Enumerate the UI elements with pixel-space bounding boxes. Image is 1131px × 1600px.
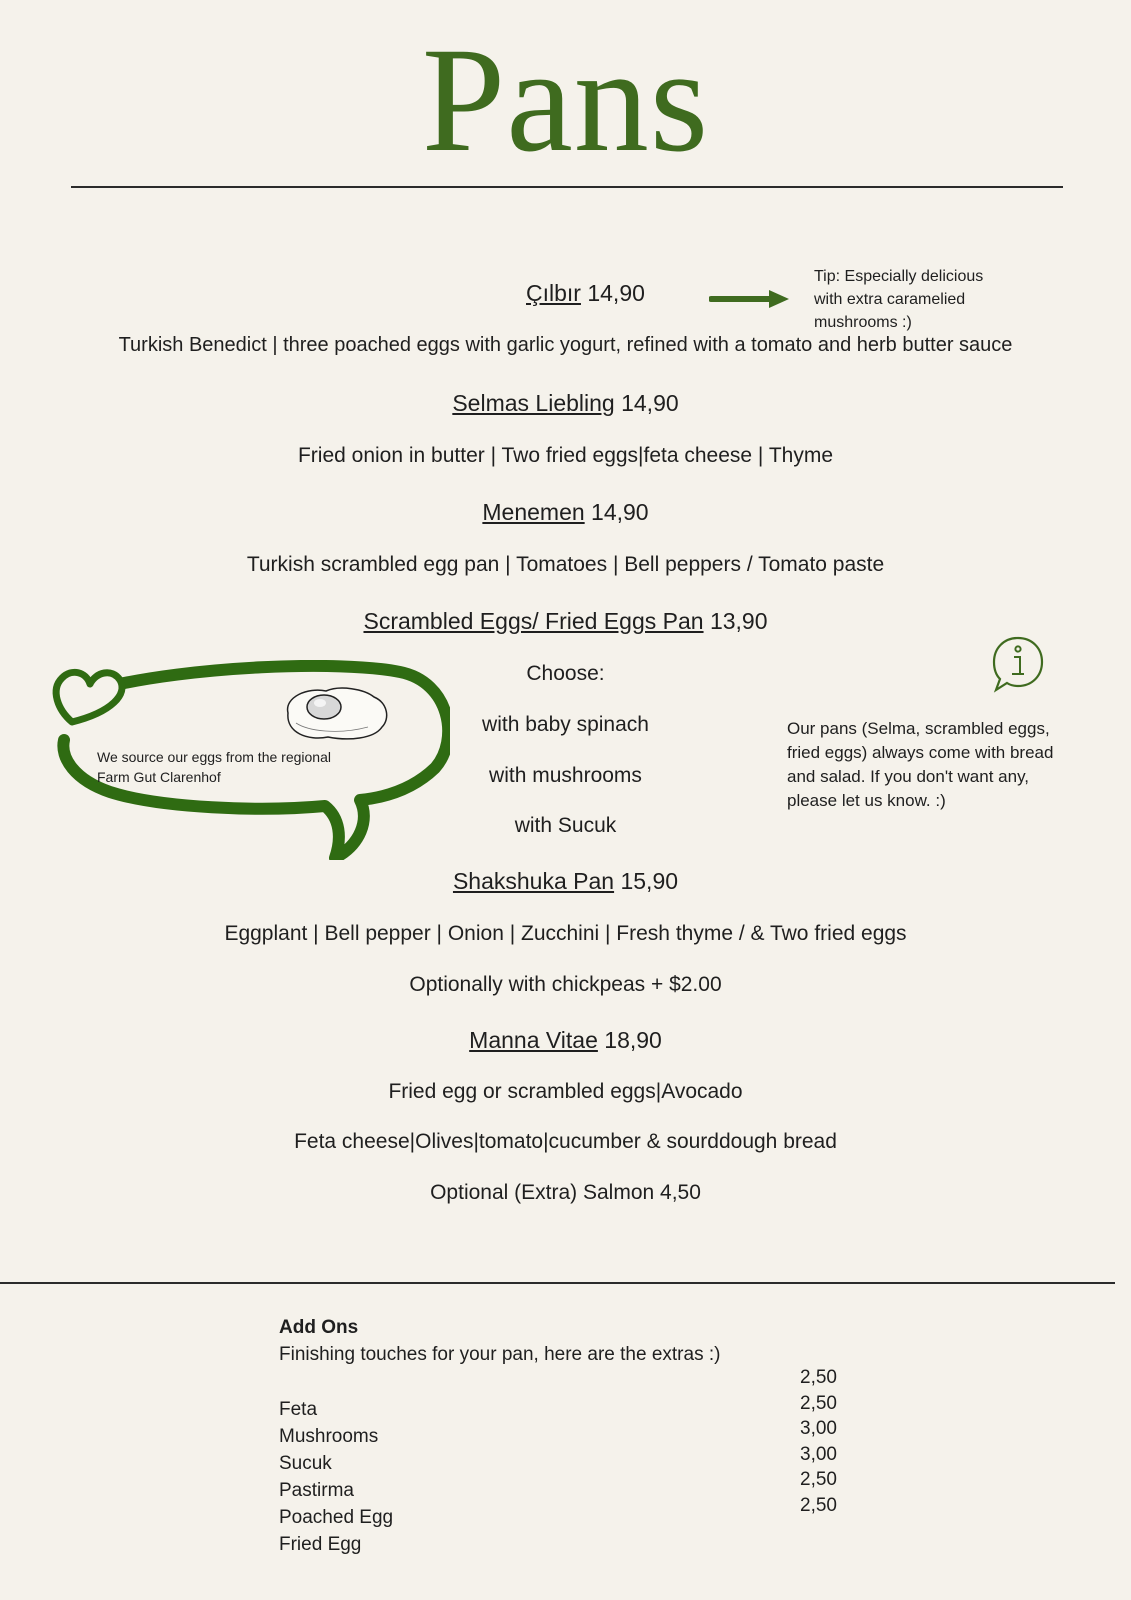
note-line: fried eggs) always come with bread bbox=[787, 743, 1054, 762]
addon-price: 2,50 bbox=[800, 1494, 837, 1516]
eggs-source-note bbox=[97, 747, 331, 787]
dish-description: Fried egg or scrambled eggs|Avocado bbox=[388, 1080, 743, 1103]
option-item: with mushrooms bbox=[489, 764, 642, 787]
dish-description: Eggplant | Bell pepper | Onion | Zucchini | Fresh thyme / & Two fried eggs bbox=[224, 922, 907, 945]
dish-shakshuka-heading bbox=[0, 868, 1131, 895]
dish-price: 14,90 bbox=[621, 390, 679, 416]
addons-heading: Add Ons bbox=[279, 1317, 359, 1338]
addon-item: Feta bbox=[279, 1399, 318, 1420]
addons-subtitle: Finishing touches for your pan, here are the extras :) bbox=[279, 1344, 721, 1365]
dish-description: Feta cheese|Olives|tomato|cucumber & sourddough bread bbox=[294, 1130, 837, 1153]
info-note bbox=[787, 717, 1053, 813]
dish-name: Manna Vitae bbox=[469, 1027, 598, 1053]
addon-price: 2,50 bbox=[800, 1469, 837, 1490]
note-line: and salad. If you don't want any, bbox=[787, 767, 1030, 786]
note-line: Farm Gut Clarenhof bbox=[97, 769, 221, 785]
dish-description: Fried onion in butter | Two fried eggs|feta cheese | Thyme bbox=[297, 444, 834, 467]
dish-optional: Optionally with chickpeas + $2.00 bbox=[409, 973, 722, 996]
title-divider bbox=[71, 186, 1063, 188]
fried-egg-icon bbox=[278, 683, 394, 745]
addon-price: 3,00 bbox=[800, 1418, 837, 1439]
dish-cilbir-heading bbox=[526, 280, 645, 307]
dish-scrambled-heading bbox=[0, 608, 1131, 635]
dish-price: 13,90 bbox=[709, 608, 768, 634]
note-line: We source our eggs from the regional bbox=[97, 749, 331, 765]
dish-description: Turkish Benedict | three poached eggs with garlic yogurt, refined with a tomato and herb butter sauce bbox=[118, 334, 1013, 356]
tip-line: mushrooms :) bbox=[814, 314, 912, 331]
dish-name: Scrambled Eggs/ Fried Eggs Pan bbox=[363, 608, 704, 634]
dish-manna-heading bbox=[0, 1027, 1131, 1054]
dish-price: 15,90 bbox=[620, 868, 679, 894]
addons-list bbox=[279, 1396, 393, 1558]
arrow-right-icon bbox=[709, 288, 791, 310]
option-item: with Sucuk bbox=[514, 814, 617, 837]
addons-prices bbox=[800, 1365, 837, 1518]
addon-item: Pastirma bbox=[279, 1480, 354, 1501]
addon-item: Fried Egg bbox=[279, 1534, 362, 1555]
dish-menemen-heading bbox=[0, 499, 1131, 526]
tip-line: with extra caramelied bbox=[814, 291, 966, 308]
section-divider bbox=[0, 1282, 1115, 1284]
dish-name: Shakshuka Pan bbox=[452, 868, 615, 894]
note-line: Our pans (Selma, scrambled eggs, bbox=[787, 719, 1050, 738]
addon-item: Poached Egg bbox=[279, 1507, 394, 1528]
dish-name: Çılbır bbox=[526, 280, 581, 306]
dish-selma-heading bbox=[0, 390, 1131, 417]
tip-note bbox=[814, 265, 983, 334]
addon-price: 2,50 bbox=[800, 1392, 837, 1414]
dish-optional: Optional (Extra) Salmon 4,50 bbox=[430, 1181, 701, 1204]
note-line: please let us know. :) bbox=[787, 791, 946, 810]
dish-price: 18,90 bbox=[604, 1027, 662, 1053]
tip-line: Tip: Especially delicious bbox=[814, 268, 984, 285]
page-title: Pans bbox=[421, 17, 710, 183]
dish-description: Turkish scrambled egg pan | Tomatoes | Bell peppers / Tomato paste bbox=[246, 553, 885, 576]
addon-price: 2,50 bbox=[800, 1367, 837, 1388]
dish-name: Selmas Liebling bbox=[452, 390, 615, 416]
addon-price: 3,00 bbox=[800, 1443, 837, 1465]
addon-item: Mushrooms bbox=[279, 1426, 379, 1447]
choose-label: Choose: bbox=[526, 662, 605, 685]
dish-name: Menemen bbox=[482, 499, 585, 525]
info-speech-bubble-icon bbox=[990, 634, 1046, 694]
addon-item: Sucuk bbox=[279, 1453, 332, 1474]
dish-price: 14,90 bbox=[591, 499, 649, 525]
option-item: with baby spinach bbox=[482, 713, 649, 736]
dish-price: 14,90 bbox=[587, 280, 645, 306]
